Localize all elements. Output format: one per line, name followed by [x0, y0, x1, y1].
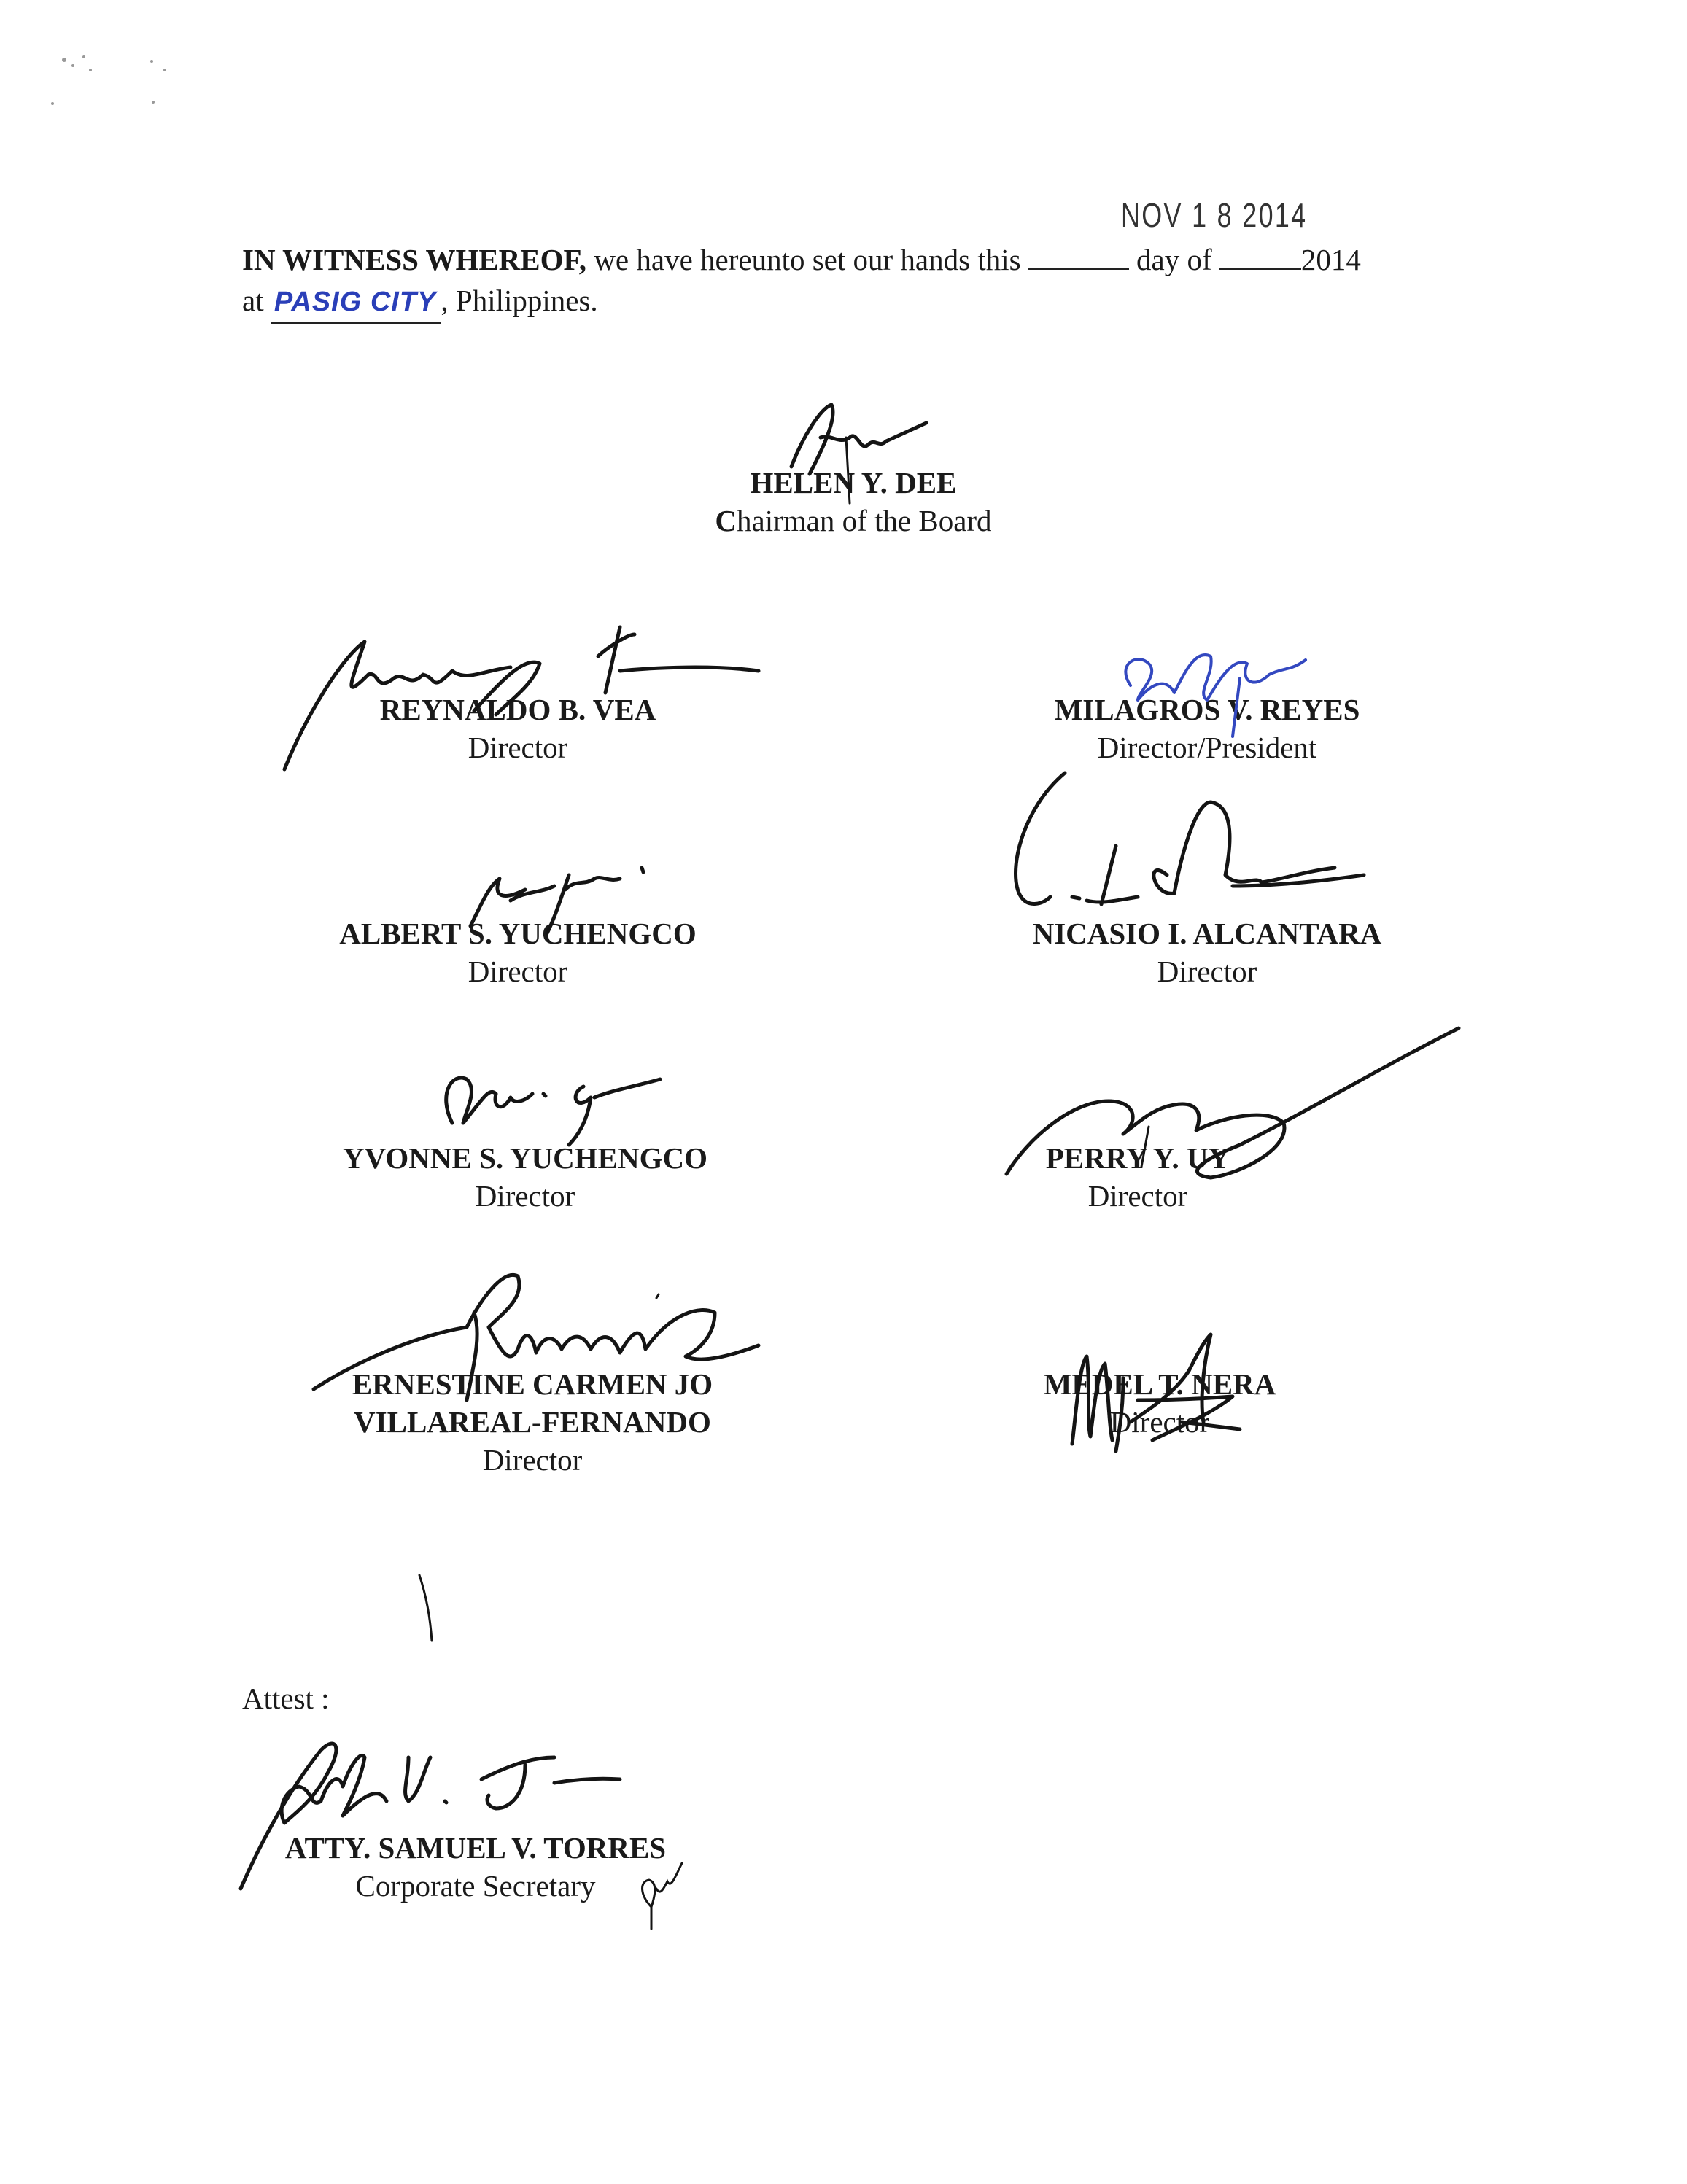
signatory-name: REYNALDO B. VEA: [379, 693, 656, 726]
date-received-stamp: NOV 1 8 2014: [1121, 196, 1308, 234]
signatory-alcantara: [981, 914, 1433, 990]
signatory-title: Director: [482, 1443, 583, 1477]
signatory-yvonne-yuchengco: [306, 1139, 744, 1215]
signatory-title: Director: [1157, 955, 1257, 988]
signatory-nera: [1021, 1365, 1298, 1441]
witness-line-1: [242, 239, 1497, 280]
witness-lead: IN WITNESS WHEREOF,: [242, 243, 587, 276]
signatory-title: Chairman of the Board: [715, 504, 992, 537]
signatory-title: Director/President: [1097, 731, 1317, 764]
signatory-title: Director: [468, 731, 568, 764]
signatory-torres: [242, 1829, 709, 1905]
signatory-name: NICASIO I. ALCANTARA: [1032, 917, 1382, 950]
witness-line-2: [242, 280, 1497, 324]
signatory-name-line-1: ERNESTINE CARMEN JO: [352, 1367, 713, 1401]
signatory-title: Director: [468, 955, 568, 988]
signatory-vea: [306, 691, 729, 766]
signatory-reyes: [981, 691, 1433, 766]
signatory-uy: [1014, 1139, 1262, 1215]
signatory-chairman: [635, 464, 1072, 540]
signatory-name: ATTY. SAMUEL V. TORRES: [284, 1831, 667, 1865]
signatory-title: Director: [1087, 1179, 1188, 1213]
signatory-name-line-2: VILLAREAL-FERNANDO: [354, 1405, 711, 1439]
witness-suffix: , Philippines.: [441, 284, 598, 317]
signature-yvonne-yuchengco: [446, 1078, 660, 1145]
stray-pen-mark: [419, 1575, 432, 1641]
signatory-name: ALBERT S. YUCHENGCO: [339, 917, 697, 950]
day-blank: [1028, 242, 1129, 270]
signatory-name: MILAGROS V. REYES: [1054, 693, 1360, 726]
signatory-name: MEDEL T. NERA: [1043, 1367, 1276, 1401]
signatory-name: HELEN Y. DEE: [750, 466, 957, 500]
signatory-title: Director: [1109, 1405, 1210, 1439]
place-stamp: PASIG CITY: [271, 281, 441, 324]
attest-label: Attest :: [242, 1682, 330, 1715]
signatory-albert-yuchengco: [306, 914, 729, 990]
scan-specks: [51, 55, 166, 105]
signatory-title: Director: [475, 1179, 575, 1213]
signatory-villareal-fernando: [306, 1365, 759, 1479]
witness-clause: [242, 239, 1497, 324]
signatory-title: Corporate Secretary: [355, 1869, 596, 1903]
witness-text-1: we have hereunto set our hands this: [586, 243, 1028, 276]
witness-text-2: day of: [1128, 243, 1219, 276]
month-blank: [1219, 242, 1301, 270]
signatory-name: PERRY Y. UY: [1045, 1141, 1230, 1175]
signature-alcantara: [1016, 773, 1365, 904]
witness-at: at: [242, 284, 271, 317]
witness-year: 2014: [1300, 243, 1361, 276]
signatory-name: YVONNE S. YUCHENGCO: [343, 1141, 707, 1175]
